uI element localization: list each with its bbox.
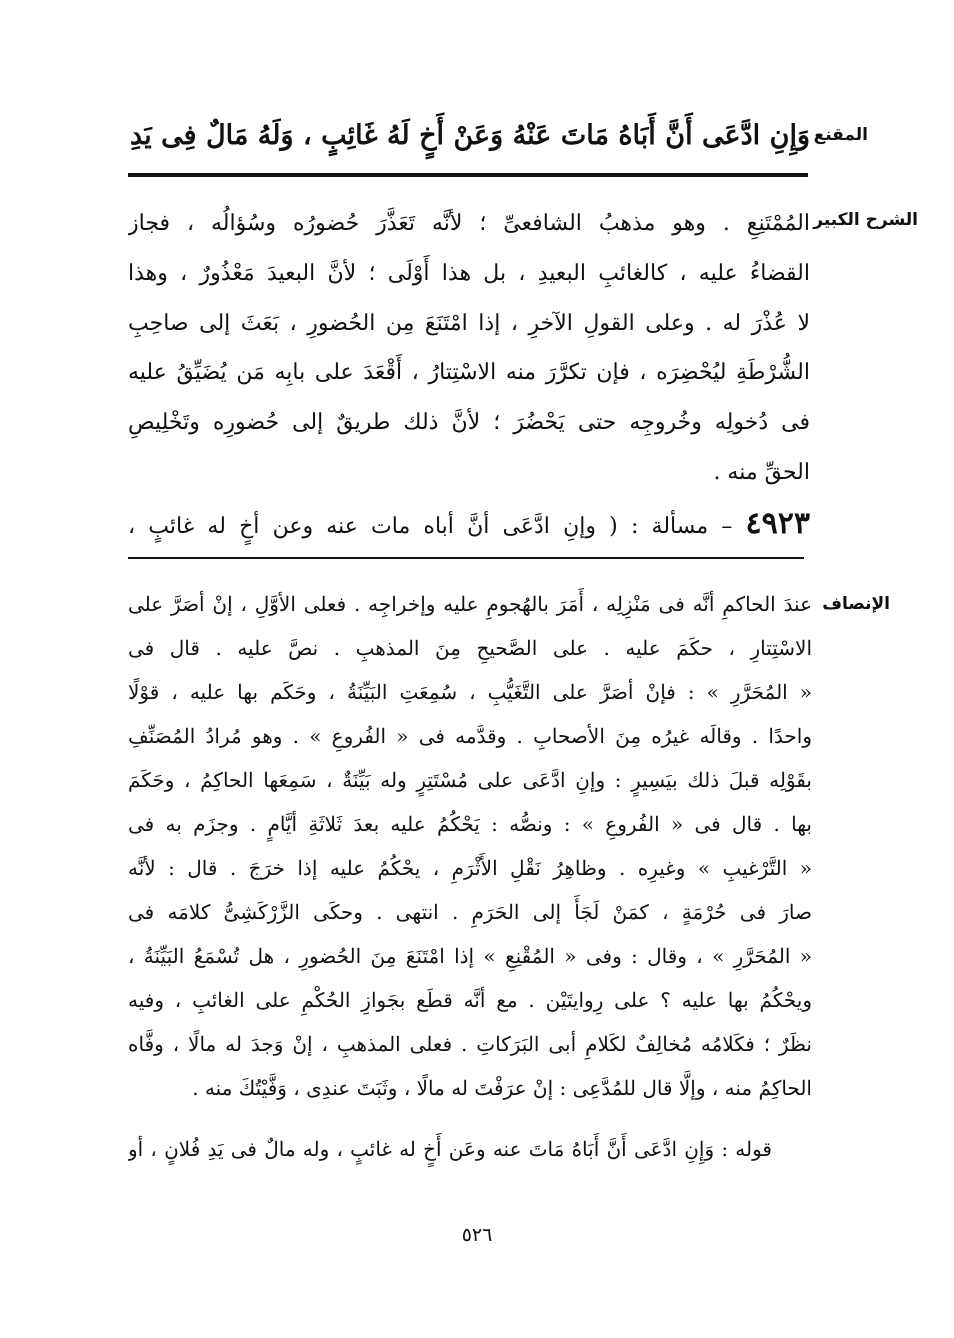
insaf-line: واحدًا . وقالَه غيرُه مِنَ الأصحابِ . وقدَّمه فى « الفُروعِ » . وهو مُرادُ المُصَنِّفِ bbox=[128, 724, 812, 748]
masala-number: ٤٩٢٣ bbox=[745, 506, 810, 541]
sharh-line: لا عُذْرَ له . وعلى القولِ الآخرِ ، إذا امْتَنَعَ مِن الحُضورِ ، بَعَثَ إلى صاحِبِ bbox=[128, 311, 810, 336]
sharh-line: المُمْتَنِعِ . وهو مذهبُ الشافعىِّ ؛ لأنَّه تَعَذَّرَ حُضورُه وسُؤالُه ، فجاز bbox=[128, 211, 810, 236]
sharh-line: الشُّرْطَةِ ليُحْضِرَه ، فإن تكرَّرَ منه الاسْتِتارُ ، أَقْعَدَ على بابِه مَن يُضَيِّقُ عليه bbox=[128, 360, 810, 385]
muqni-line: وَإِنِ ادَّعَى أَنَّ أَبَاهُ مَاتَ عَنْهُ وَعَنْ أَخٍ لَهُ غَائِبٍ ، وَلَهُ مَالٌ فِى يَدِ bbox=[130, 120, 810, 151]
muqni-divider bbox=[128, 173, 808, 177]
sharh-line: القضاءُ عليه ، كالغائبِ البعيدِ ، بل هذا أَوْلَى ؛ لأنَّ البعيدَ مَعْذُورٌ ، وهذا bbox=[128, 261, 810, 286]
insaf-line: صارَ فى حُرْمَةٍ ، كمَنْ لَجَأَ إلى الحَرَمِ . انتهى . وحكَى الزَّرْكَشِىُّ كلامَه فى bbox=[128, 900, 812, 924]
sharh-divider bbox=[128, 557, 804, 559]
masala-heading: – مسألة : ( وإنِ ادَّعَى أنَّ أباه مات عنه وعن أخٍ له غائبٍ ، bbox=[128, 514, 733, 539]
insaf-line: نظَرٌ ؛ فكَلامُه مُخالِفٌ لكَلامِ أبى البَرَكاتِ . فعلى المذهبِ ، إنْ وَجدَ له مالًا ، وفَّاه bbox=[128, 1032, 812, 1056]
insaf-line: قوله : وَإِنِ ادَّعَى أَنَّ أَبَاهُ مَاتَ عنه وعَن أَخٍ له غائبٍ ، وله مالٌ فى يَدِ فُلانٍ ، أو bbox=[128, 1137, 772, 1161]
insaf-line: « المُحَرَّرِ » : فإنْ أصَرَّ على التَّغَيُّبِ ، سُمِعَتِ البَيِّنَةُ ، وحَكَم بها عليه ، قوْلًا bbox=[128, 680, 812, 704]
section-label-muqni: المقنع bbox=[813, 125, 868, 145]
sharh-line: الحقِّ منه . bbox=[713, 460, 810, 485]
insaf-line: الاسْتِتارِ ، حكَمَ عليه . على الصَّحيحِ مِنَ المذهبِ . نصَّ عليه . قال فى bbox=[128, 636, 812, 660]
insaf-line: الحاكِمُ منه ، وإلَّا قال للمُدَّعِى : إنْ عرَفْتَ له مالًا ، وثَبَتَ عندِى ، وَفَّيْتُكَ منه . bbox=[192, 1076, 812, 1100]
insaf-line: « المُحَرَّرِ » ، وقال : وفى « المُقْنِعِ » إذا امْتَنَعَ مِنَ الحُضورِ ، هل تُسْمَعُ البَيِّنَةُ ، bbox=[128, 944, 812, 968]
section-label-insaf: الإنصاف bbox=[822, 594, 890, 614]
insaf-line: بقَوْلِه قبلَ ذلك بيَسِيرٍ : وإنِ ادَّعَى على مُسْتَتِرٍ وله بَيِّنَةٌ ، سَمِعَها الحاكِمُ ، وحَكَمَ bbox=[128, 768, 812, 792]
masala-line bbox=[128, 500, 810, 548]
section-label-sharh: الشرح الكبير bbox=[813, 210, 918, 230]
sharh-line: فى دُخولِه وخُروجِه حتى يَحْضُرَ ؛ لأنَّ ذلك طريقٌ إلى حُضورِه وتَخْلِيصِ bbox=[128, 410, 810, 435]
insaf-line: « التَّرْغيبِ » وغيرِه . وظاهِرُ نَقْلِ الأَثْرَمِ ، يحْكُمُ عليه إذا خرَجَ . قال : لأنَّه bbox=[128, 856, 812, 880]
page-number: ٥٢٦ bbox=[461, 1224, 493, 1246]
insaf-line: ويحْكُمُ بها عليه ؟ على رِوايتَيْن . مع أنَّه قطَع بجَوازِ الحُكْمِ على الغائبِ ، وفيه bbox=[128, 988, 812, 1012]
insaf-line: عندَ الحاكمِ أنَّه فى مَنْزِلِه ، أَمَرَ بالهُجومِ عليه وإخراجِه . فعلى الأوَّلِ ، إنْ أصَرَّ على bbox=[128, 592, 812, 616]
insaf-line: بها . قال فى « الفُروعِ » : ونصُّه : يَحْكُمُ عليه بعدَ ثَلاثَةِ أيَّامٍ . وجزَم به فى bbox=[128, 812, 812, 836]
